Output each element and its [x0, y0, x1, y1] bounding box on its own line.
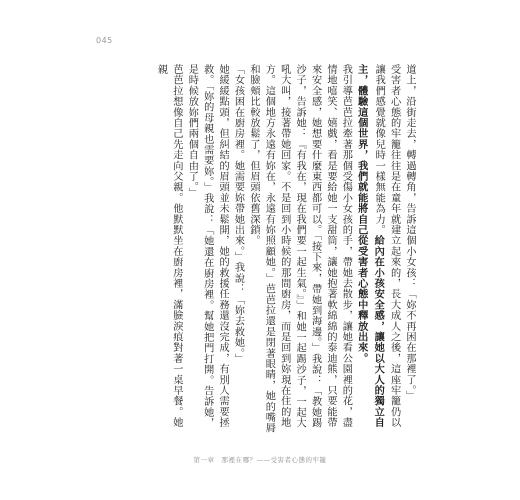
paragraph-3: 我引導芭芭拉牽著那個受傷小女孩的手，帶她去散步，讓她看公園裡的花，盡情地嘻笑、嬉戲，看是要給她一支甜筒，讓她抱著軟綿綿的泰迪熊，只要能帶來安全感，她想要什麼東西都可以。「接下來，帶她到海邊。」我說：「教她踢沙子，告訴她：『有我在，現在我們要一起生氣。』」和她一起踢沙子，一起大吼大叫，接著帶她回家。不是回到小時候的那間廚房，而是回到妳現在住的地方。這個地方永遠有妳在，永遠有妳照顧她。」芭芭拉還是閉著眼睛，她的嘴脣和臉頰比較放鬆了，但眉頭依舊深鎖。 [247, 64, 352, 434]
paragraph-2 [353, 64, 401, 436]
main-text [103, 64, 417, 436]
running-footer: 第一章 那裡在哪？——受害者心態的牢籠 [193, 456, 327, 464]
paragraph-2-bold-1: 給內在小孩安全感，讓她以大人的獨立自主，體驗這個世界，我們就能將自己從受害者心態中釋放出來。 [355, 64, 385, 428]
page-number: 045 [96, 36, 113, 45]
paragraph-6: 芭芭拉想像自己先走向父親。他默默坐在廚房裡，滿臉淚痕對著一桌早餐。她親 [155, 64, 182, 428]
paragraph-2-a: 受害者心態的牢籠往往是在童年就建立起來的，長大成人之後，這座牢籠仍以讓我們感覺就像兒時一樣無能為力。 [373, 64, 400, 428]
paragraph-5: 她緩緩點頭，但糾結的眉頭並未鬆開，她的救援任務還沒完成，有別人需要拯救。「妳的母親也需要妳。」我說：「她還在廚房裡。幫她把門打開。告訴她，是時候放妳們兩個自由了。」 [186, 64, 229, 429]
paragraph-4: 「女孩困在廚房裡。她需要妳帶她出來。」我說：「妳去救她。」 [232, 64, 244, 365]
paragraph-1: 道上，沿街走去，轉過轉角，告訴這個小女孩：「妳不再困在那裡了。」 [404, 64, 415, 402]
